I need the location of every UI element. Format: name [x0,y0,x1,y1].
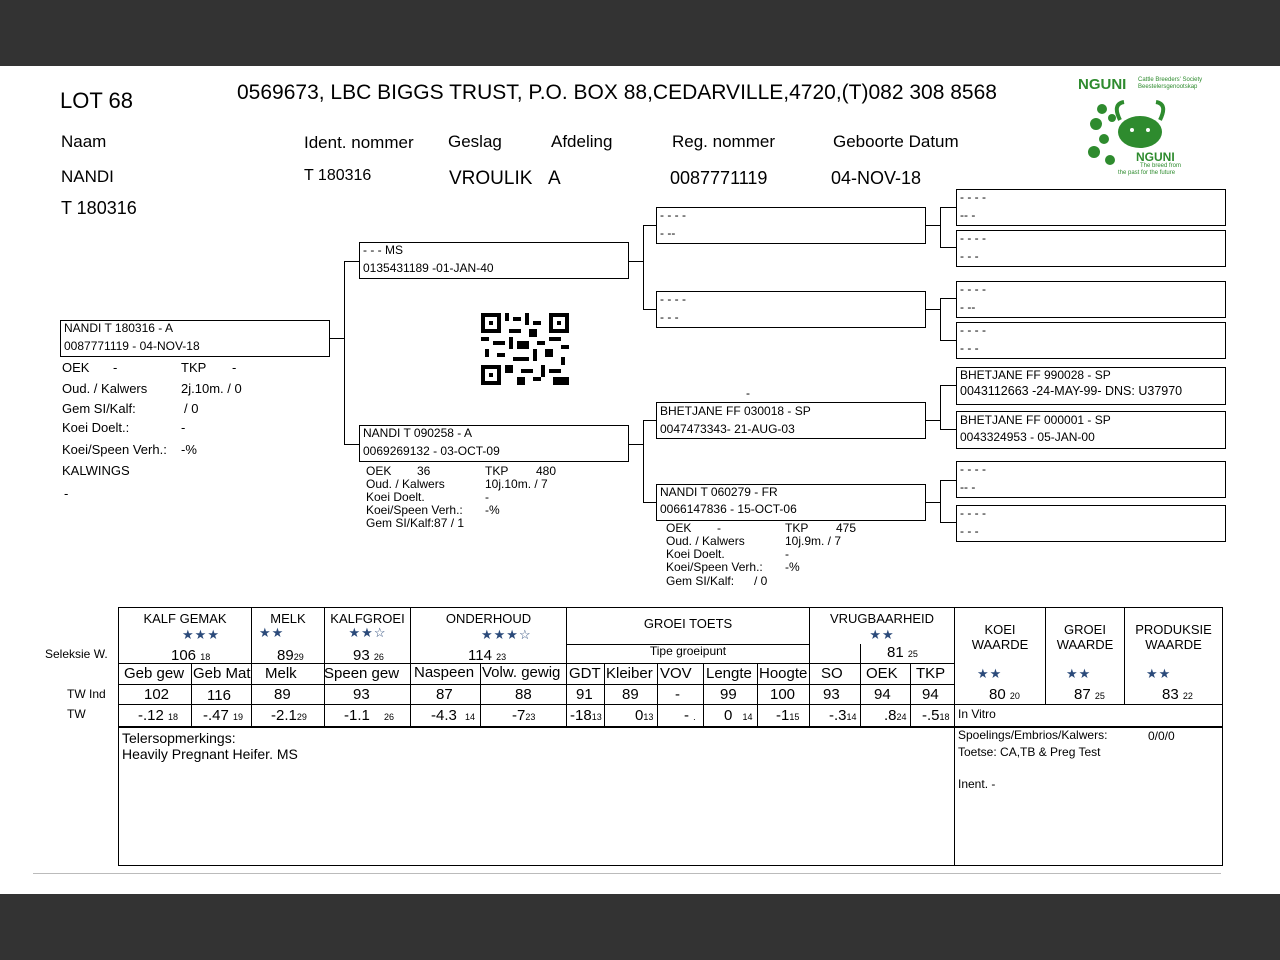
gp-dd-tkp-label: TKP [785,521,809,535]
twind-koei: 80 20 [989,686,1020,703]
twind-cell: 116 [207,687,231,704]
twind-cell: 89 [274,686,291,703]
animal-reg: 0087771119 [670,168,768,188]
gp-sd-box [656,291,926,328]
twind-cell: 94 [922,686,939,703]
ggp-line2: - -- [960,300,976,314]
gp-dd-speen-value: -% [785,560,800,574]
dam-oek-label: OEK [366,464,392,478]
twind-cell: 91 [576,686,593,703]
sel-vrug: 81 25 [887,644,918,661]
tw-cell: 013 [635,707,654,724]
animal-dob: 04-NOV-18 [831,168,922,188]
twind-prod: 83 22 [1162,686,1193,703]
ggp-line1: - - - - [960,323,986,337]
ggp-line2: 0043112663 -24-MAY-99- DNS: U37970 [960,384,1183,398]
animal-ident: T 180316 [304,167,372,184]
col-hoogte: Hoogte [759,665,808,682]
twind-cell: 88 [515,686,532,703]
ggp-line1: - - - - [960,282,986,296]
label-geslag: Geslag [448,132,502,151]
twind-groei: 87 25 [1074,686,1105,703]
label-geboorte: Geboorte Datum [833,132,959,151]
col-gdt: GDT [569,665,601,682]
gp-dd-speen-label: Koei/Speen Verh.: [666,560,763,574]
tw-cell: - . [684,707,696,724]
twind-cell: 102 [144,686,170,703]
nguni-logo: NGUNI Cattle Breeders' Society Beestelersgenootskap NGUNI The breed from the past for the future [1078,76,1203,176]
gp-dd-oud-value: 10j.9m. / 7 [785,534,842,548]
subject-box [60,320,330,357]
stars-kalfgroei: ★★☆ [348,625,387,640]
dam-box [359,425,629,462]
dam-oud-value: 10j.10m. / 7 [485,477,548,491]
ggp-box [956,281,1226,318]
tw-cell: -1.1 26 [344,707,395,724]
header-groei-waarde: GROEI WAARDE [1056,622,1114,652]
gp-dd-gem-label: Gem SI/Kalf: [666,574,735,588]
spoelings-label: Spoelings/Embrios/Kalwers: [958,728,1108,742]
gp-ss-line1: - - - - [660,208,686,222]
gp-dd-box [656,484,926,521]
twind-cell: 100 [770,686,796,703]
kalwings-label: KALWINGS [62,463,130,478]
ggp-box [956,505,1226,542]
subject-gem-label: Gem SI/Kalf: [62,401,136,416]
animal-sex: VROULIK [449,168,533,189]
in-vitro-label: In Vitro [958,707,996,721]
col-volw-gewig: Volw. gewig [482,664,561,681]
ggp-line2: 0043324953 - 05-JAN-00 [960,430,1095,444]
header-groei-toets: GROEI TOETS [643,616,733,631]
notes-title: Telersopmerkings: [122,730,236,746]
tw-cell: 0 14 [724,707,753,724]
ggp-line1: BHETJANE FF 000001 - SP [960,413,1111,427]
dam-oek-value: 36 [417,464,431,478]
notes-text: Heavily Pregnant Heifer. MS [122,746,298,762]
tw-cell: -.314 [829,707,857,724]
header-melk: MELK [270,611,306,626]
qr-code-icon [481,313,569,385]
stars-vrug: ★★ [869,627,895,642]
twind-cell: - [675,686,680,703]
subject-tkp-label: TKP [181,360,207,375]
dam-tkp-value: 480 [536,464,557,478]
animal-name: NANDI [61,167,114,186]
twind-cell: 93 [353,686,370,703]
col-geb-gew: Geb gew [124,665,185,682]
ggp-line2: - - - [960,524,979,538]
stars-koei: ★★ [977,666,1003,681]
dam-koei-label: Koei Doelt. [366,490,425,504]
sel-kalf: 106 18 [171,647,211,664]
label-naam: Naam [61,132,107,151]
sel-kalfgroei: 93 26 [353,647,384,664]
footer-rule [33,873,1221,874]
animal-tag: T 180316 [61,198,137,218]
twind-cell: 93 [823,686,840,703]
gp-dd-oek-value: - [717,521,721,535]
toetse-text: Toetse: CA,TB & Preg Test [958,745,1101,759]
subject-tkp-value: - [232,360,237,375]
sire-line2: 0135431189 -01-JAN-40 [363,261,494,275]
ggp-box [956,367,1226,405]
col-naspeen: Naspeen [414,664,475,681]
col-vov: VOV [660,665,692,682]
gp-ds-box [656,402,926,439]
gp-dd-oek-label: OEK [666,521,692,535]
col-speen-gew: Speen gew [324,665,400,682]
ggp-line1: - - - - [960,506,986,520]
top-bar [0,0,1280,66]
label-reg: Reg. nommer [672,132,775,151]
dam-line2: 0069269132 - 03-OCT-09 [363,444,500,458]
col-geb-mat: Geb Mat [193,665,251,682]
subject-koei-value: - [181,420,186,435]
subject-line1: NANDI T 180316 - A [64,321,173,335]
gp-ds-line1: BHETJANE FF 030018 - SP [660,404,811,418]
stars-groei: ★★ [1066,666,1092,681]
sel-melk: 8929 [277,647,304,664]
tw-cell: -.518 [922,707,950,724]
twind-cell: 87 [436,686,453,703]
header-onderhoud: ONDERHOUD [445,611,532,626]
header-kalf-gemak: KALF GEMAK [143,611,227,626]
gp-ds-above: - [746,386,750,400]
gp-dd-line2: 0066147836 - 15-OCT-06 [660,502,797,516]
row-label-seleksie: Seleksie W. [45,647,108,661]
col-kleiber: Kleiber [606,665,653,682]
row-label-twind: TW Ind [67,687,106,701]
sel-onderhoud: 114 23 [468,647,507,664]
sire-box [359,242,629,279]
gp-dd-oud-label: Oud. / Kalwers [666,534,745,548]
label-ident: Ident. nommer [304,133,414,152]
dam-tkp-label: TKP [485,464,509,478]
stars-prod: ★★ [1146,666,1172,681]
gp-dd-koei-label: Koei Doelt. [666,547,725,561]
dam-gem-label: Gem SI/Kalf:87 / 1 [366,516,465,530]
ggp-line1: - - - - [960,462,986,476]
gp-sd-line2: - - - [660,310,679,324]
ggp-line2: - - - [960,249,979,263]
tw-cell: -723 [512,707,536,724]
header-kalfgroei: KALFGROEI [330,611,405,626]
gp-dd-koei-value: - [785,547,789,561]
subject-oek-label: OEK [62,360,90,375]
label-afdeling: Afdeling [551,132,613,151]
tw-cell: -.47 19 [203,707,244,724]
ggp-line2: -- - [960,208,976,222]
subject-speen-value: -% [181,442,197,457]
ggp-box [956,189,1226,226]
bottom-bar [0,894,1280,960]
ggp-box [956,411,1226,449]
tw-cell: -4.3 14 [431,707,476,724]
breeder-info: 0569673, LBC BIGGS TRUST, P.O. BOX 88,CEDARVILLE,4720,(T)082 308 8568 [237,81,997,104]
twind-cell: 94 [874,686,891,703]
subject-oud-label: Oud. / Kalwers [62,381,148,396]
dam-speen-value: -% [485,503,500,517]
gp-ss-line2: - -- [660,226,676,240]
row-label-tw: TW [67,707,86,721]
ggp-line1: - - - - [960,231,986,245]
twind-cell: 99 [720,686,737,703]
tw-cell: -.12 18 [138,707,179,724]
inent-text: Inent. - [958,777,996,791]
col-so: SO [821,665,843,682]
tw-cell: .824 [884,707,907,724]
dam-oud-label: Oud. / Kalwers [366,477,445,491]
dam-koei-value: - [485,490,489,504]
col-oek: OEK [866,665,898,682]
ggp-line2: -- - [960,480,976,494]
col-tkp: TKP [916,665,946,682]
col-melk: Melk [265,665,297,682]
stars-onderhoud: ★★★☆ [481,627,532,642]
ggp-box [956,322,1226,359]
gp-dd-tkp-value: 475 [836,521,857,535]
dam-speen-label: Koei/Speen Verh.: [366,503,463,517]
dam-line1: NANDI T 090258 - A [363,426,472,440]
sire-line1: - - - MS [363,243,403,257]
stars-melk: ★★ [259,625,285,640]
gp-ds-line2: 0047473343- 21-AUG-03 [660,422,795,436]
ggp-line2: - - - [960,341,979,355]
header-tipe-groeipunt: Tipe groeipunt [649,644,727,658]
subject-koei-label: Koei Doelt.: [62,420,130,435]
header-vrugbaarheid: VRUGBAARHEID [829,611,935,626]
ggp-line1: - - - - [960,190,986,204]
subject-line2: 0087771119 - 04-NOV-18 [64,339,200,353]
stars-kalf: ★★★ [182,627,220,642]
subject-gem-value: / 0 [184,401,199,416]
header-koei-waarde: KOEI WAARDE [971,622,1029,652]
ggp-box [956,461,1226,498]
tw-cell: -1813 [570,707,602,724]
lot-number: LOT 68 [60,88,133,113]
ggp-line1: BHETJANE FF 990028 - SP [960,368,1111,382]
tw-cell: -115 [776,707,800,724]
gp-sd-line1: - - - - [660,292,686,306]
gp-ss-box [656,207,926,244]
subject-speen-label: Koei/Speen Verh.: [62,442,167,457]
subject-oud-value: 2j.10m. / 0 [181,381,242,396]
gp-dd-gem-value: / 0 [754,574,768,588]
col-lengte: Lengte [706,665,752,682]
header-produksie-waarde: PRODUKSIE WAARDE [1135,622,1212,652]
twind-cell: 89 [622,686,639,703]
subject-oek-value: - [113,360,118,375]
ggp-box [956,230,1226,267]
kalwings-value: - [64,486,69,501]
tw-cell: -2.129 [271,707,307,724]
spoelings-value: 0/0/0 [1148,729,1175,743]
animal-section: A [548,168,561,189]
gp-dd-line1: NANDI T 060279 - FR [660,485,778,499]
